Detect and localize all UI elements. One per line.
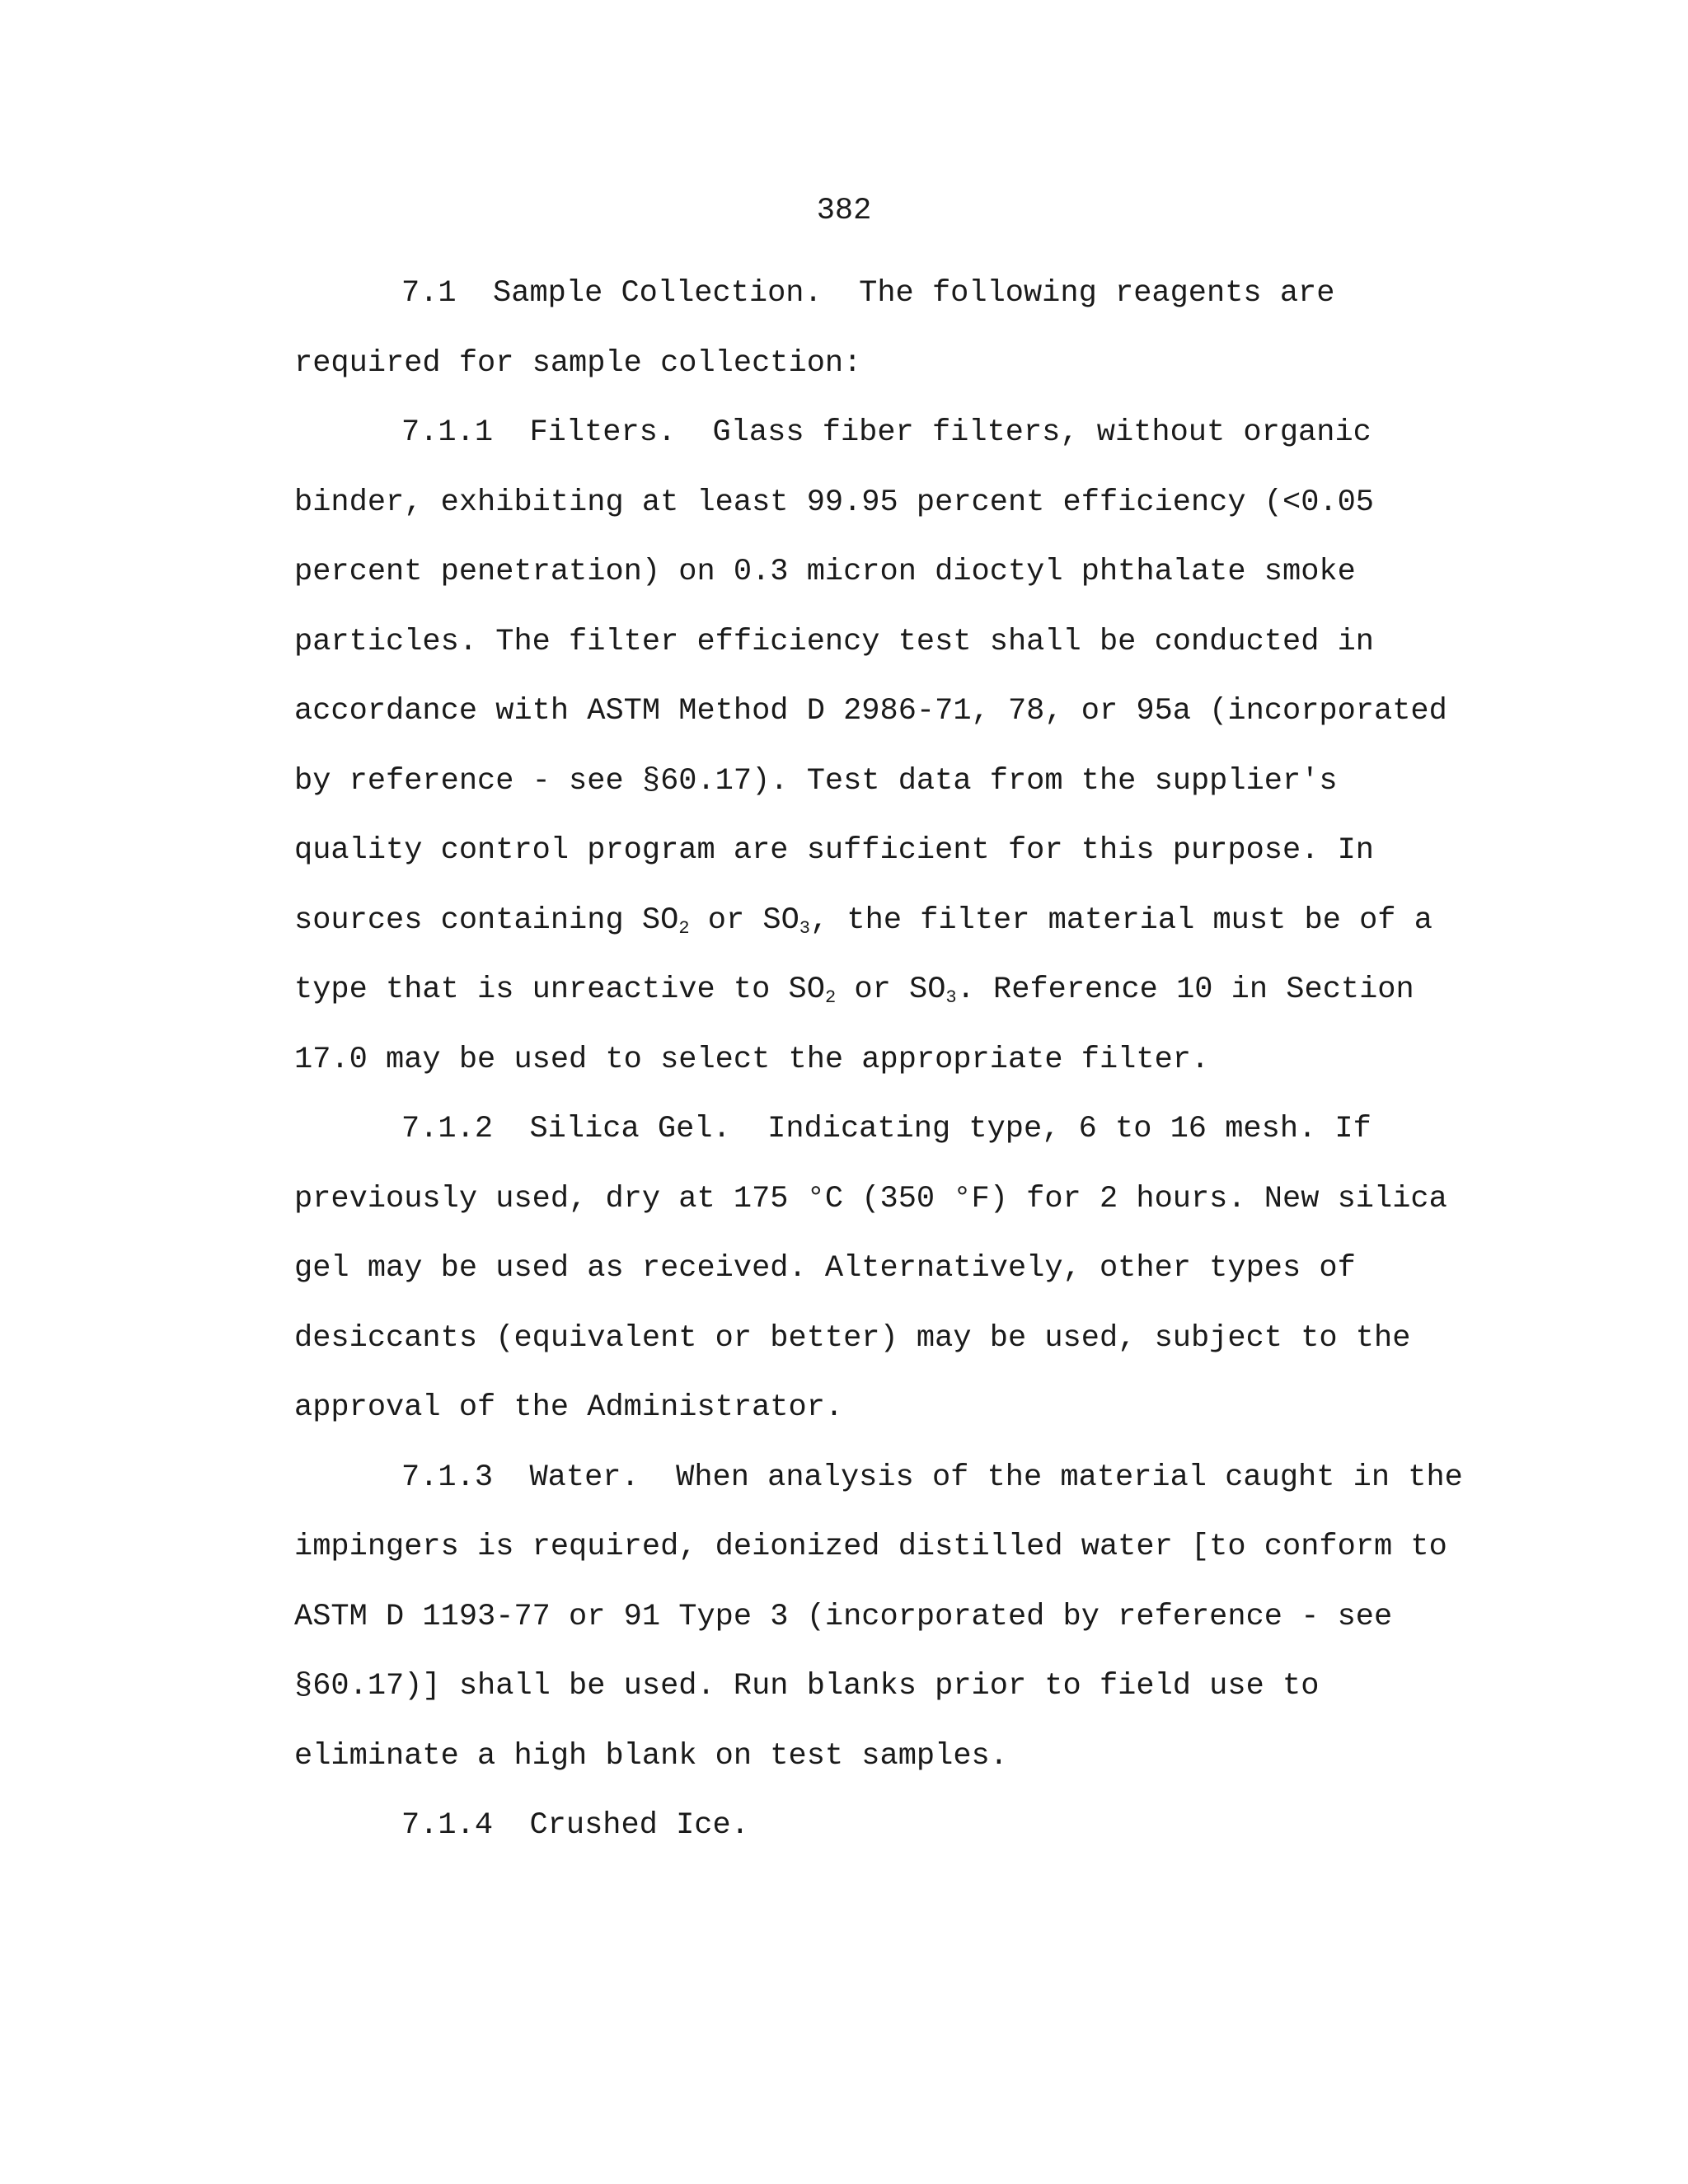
section-text: Indicating type, 6 to 16 mesh. If previously used, dry at 175 °C (350 °F) for 2 hours. New silica gel may be used as received. Alternatively, other types of desiccants (equivalent or better) may be used, subject to the approval of the Administrator.: [294, 1112, 1447, 1425]
section-title: Sample Collection.: [493, 276, 823, 311]
section-title: Crushed Ice.: [529, 1808, 749, 1843]
chemical-so2: SO: [788, 972, 825, 1007]
section-7-1: [294, 259, 1481, 398]
section-7-1-2: [294, 1094, 1481, 1443]
section-7-1-3: [294, 1443, 1481, 1792]
section-number: 7.1.2: [401, 1112, 494, 1146]
section-number: 7.1: [401, 276, 457, 311]
section-text-continued: . Reference 10 in Section 17.0 may be used to select the appropriate filter.: [294, 972, 1414, 1077]
section-title: Filters.: [529, 415, 677, 450]
conjunction: or: [854, 972, 891, 1007]
section-text-continued: , the filter material must be of a type that is unreactive to: [294, 902, 1432, 1007]
section-number: 7.1.3: [401, 1460, 494, 1495]
section-7-1-1: [294, 398, 1481, 1094]
section-7-1-4: [294, 1791, 1481, 1861]
document-body: [294, 259, 1481, 1861]
page-number: 382: [816, 194, 872, 228]
chemical-so2: SO: [641, 902, 679, 938]
section-number: 7.1.4: [401, 1808, 494, 1843]
subscript: 2: [824, 987, 837, 1008]
chemical-so3: SO: [762, 902, 799, 938]
subscript: 3: [945, 987, 957, 1008]
chemical-so3: SO: [909, 972, 946, 1007]
section-title: Silica Gel.: [529, 1112, 731, 1146]
section-title: Water.: [529, 1460, 640, 1495]
section-text: Glass fiber filters, without organic binder, exhibiting at least 99.95 percent efficiency (<0.05 percent penetration) on 0.3 micron dioctyl phthalate smoke particles. The filter efficiency test shall be conducted in accordance with ASTM Method D 2986-71, 78, or 95a (incorporated by reference - see §60.17). Test data from the supplier's quality control program are sufficient for this purpose. In sources containing: [294, 415, 1447, 938]
section-number: 7.1.1: [401, 415, 494, 450]
subscript: 2: [678, 917, 690, 939]
conjunction: or: [707, 902, 745, 938]
subscript: 3: [799, 917, 810, 939]
section-text: When analysis of the material caught in the impingers is required, deionized distilled water [to conform to ASTM D 1193-77 or 91 Type 3 (incorporated by reference - see §60.17)] shall be used. Run blanks prior to field use to eliminate a high blank on test samples.: [294, 1460, 1463, 1774]
section-text: The following reagents are required for sample collection:: [294, 276, 1335, 381]
